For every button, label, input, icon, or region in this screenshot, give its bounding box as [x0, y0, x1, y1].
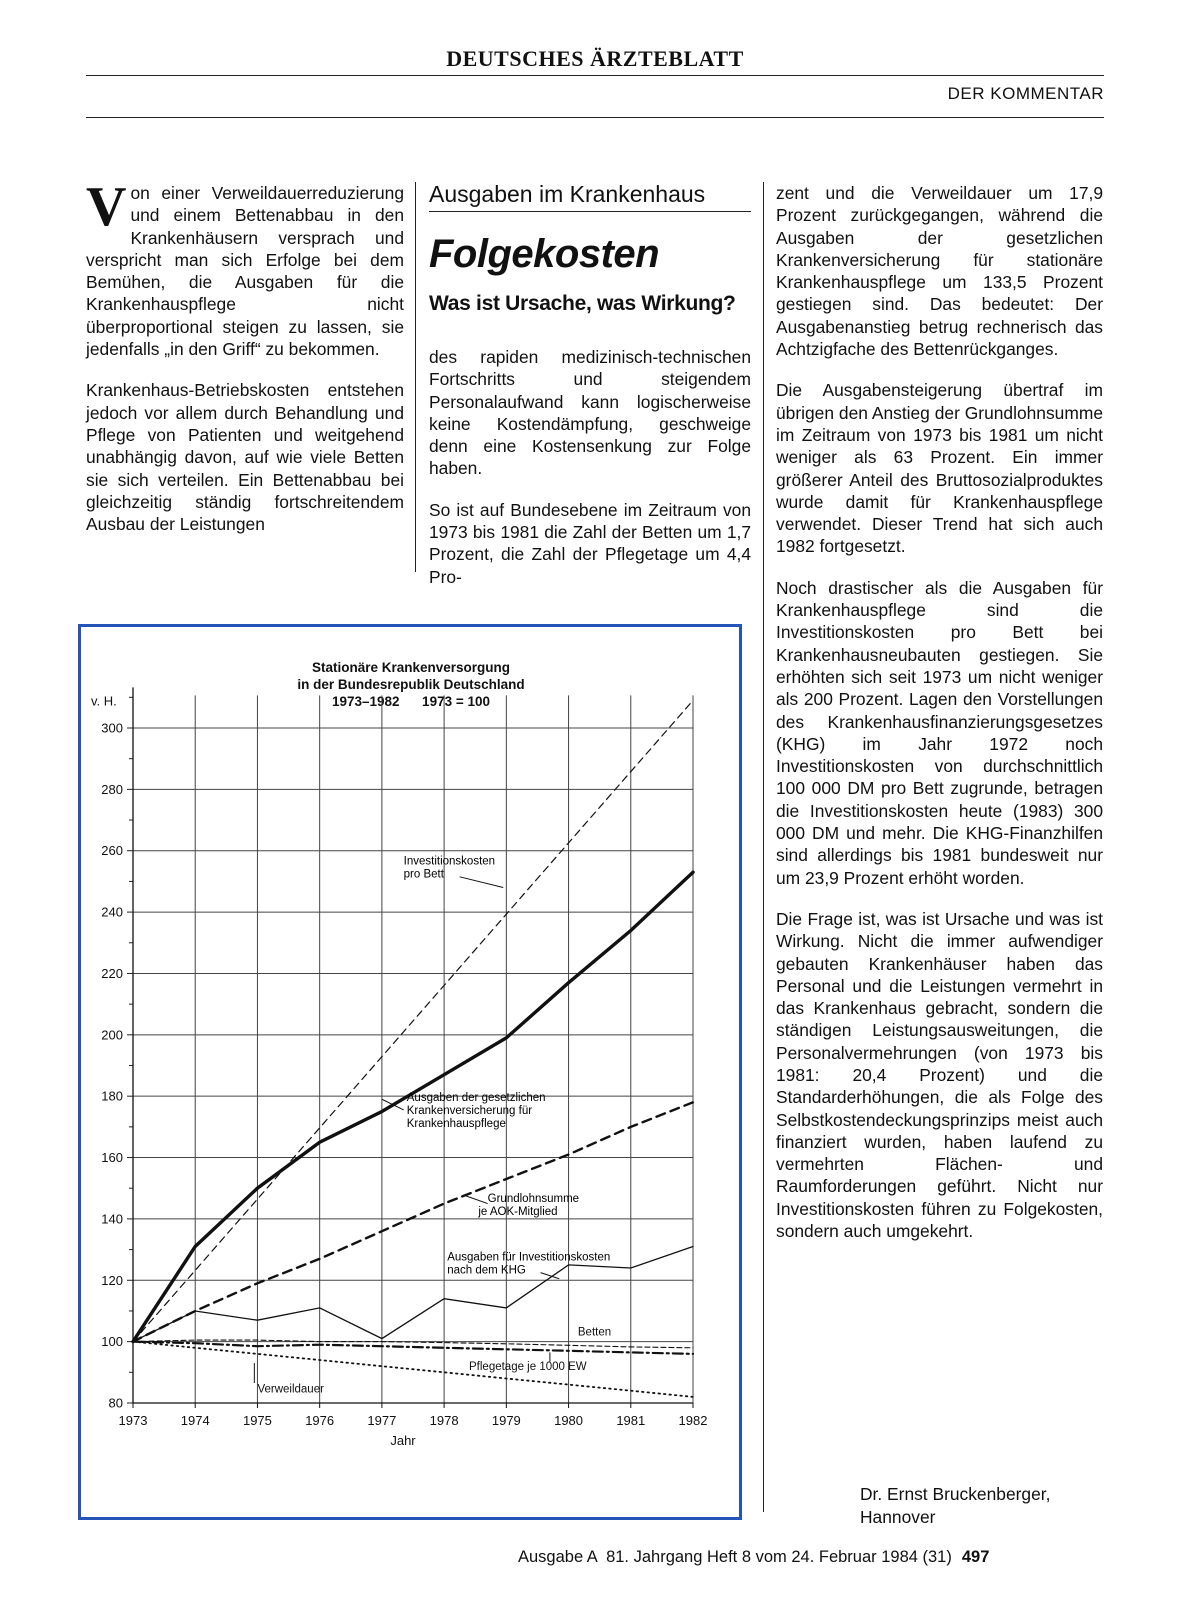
y-tick-label-260: 260 — [101, 843, 123, 859]
x-tick-label-1973: 1973 — [118, 1413, 148, 1428]
y-axis-label: v. H. — [91, 693, 117, 709]
masthead-rule — [86, 75, 1104, 76]
y-tick-label-300: 300 — [101, 720, 123, 736]
x-tick-label-1978: 1978 — [429, 1413, 459, 1428]
col2-paragraph-1: des rapiden medizinisch-technischen Fortschritts und steigendem Personalaufwand kann logischerweise keine Kostendämpfung, geschweige denn eine Kostensenkung zur Folge haben. — [429, 347, 751, 479]
author-city: Hannover — [860, 1507, 936, 1527]
footer — [518, 1548, 989, 1567]
x-tick-label-1980: 1980 — [554, 1413, 584, 1428]
column-divider-1 — [415, 182, 416, 572]
author — [860, 1483, 1050, 1529]
series-label-3: Grundlohnsumme je AOK-Mitglied — [478, 1193, 580, 1219]
series-label-3-leader — [466, 1196, 488, 1204]
section-rule — [86, 117, 1104, 118]
col1-paragraph-1 — [86, 176, 404, 360]
x-tick-label-1979: 1979 — [491, 1413, 521, 1428]
article-column-1 — [86, 176, 404, 554]
y-tick-label-160: 160 — [101, 1150, 123, 1166]
x-tick-label-1974: 1974 — [180, 1413, 210, 1428]
y-tick-label-200: 200 — [101, 1027, 123, 1043]
col3-paragraph-4: Die Frage ist, was ist Ursache und was ist Wirkung. Nicht die immer aufwendiger gebauten Krankenhäuser haben das Personal und die Leistungen vermehrt in das Krankenhaus gebracht, sondern die ständigen Leistungsausweitungen, die Personalvermehrungen (von 1973 bis 1981: 20,4 Prozent) und die Standarderhöhungen, die als Folge des Selbstkostendeckungsprinzips meist auch finanziert wurden, haben laufend zu vermehrten Flächen- und Raumforderungen geführt. Nicht nur Investitionskosten führen zu Folgekosten, sondern auch umgekehrt. — [776, 908, 1103, 1242]
series-label-1-leader — [460, 877, 504, 888]
kicker: Ausgaben im Krankenhaus — [429, 181, 706, 207]
series-label-6: Pflegetage je 1000 EW — [469, 1360, 587, 1373]
series-line-3 — [133, 1102, 693, 1341]
series-label-5: Betten — [577, 1326, 612, 1339]
line-chart — [81, 627, 739, 1517]
chart-title-line-1: Stationäre Krankenversorgung — [311, 660, 511, 675]
article-column-2 — [429, 346, 751, 607]
x-tick-label-1977: 1977 — [367, 1413, 397, 1428]
series-label-7: Verweildauer — [257, 1383, 324, 1396]
headline: Folgekosten — [429, 232, 660, 276]
x-tick-label-1981: 1981 — [616, 1413, 646, 1428]
series-label-2: Ausgaben der gesetzlichen Krankenversicherung für Krankenhauspflege — [406, 1091, 546, 1130]
col3-paragraph-2: Die Ausgabensteigerung übertraf im übrigen den Anstieg der Grundlohnsumme im Zeitraum von 1973 bis 1981 um nicht weniger als 63 Prozent. Ein immer größerer Anteil des Bruttosozialproduktes wurde damit für Krankenhauspflege verwendet. Dieser Trend hat sich auch 1982 fortgesetzt. — [776, 380, 1103, 557]
y-tick-label-280: 280 — [101, 781, 123, 797]
author-name: Dr. Ernst Bruckenberger, — [860, 1484, 1051, 1504]
col1-paragraph-1-text: on einer Verweildauerreduzierung und einem Bettenabbau in den Krankenhäusern versprach und verspricht man sich Erfolge bei dem Bemühen, die Ausgaben für die Krankenhauspflege nicht überproportional steigen zu lassen, sie jedenfalls „in den Griff“ zu bekommen. — [86, 183, 404, 360]
masthead: DEUTSCHES ÄRZTEBLATT — [446, 46, 744, 71]
series-label-1: Investitionskosten pro Bett — [403, 855, 496, 881]
series-line-1 — [133, 700, 693, 1341]
chart-title-line-3: 1973–1982 1973 = 100 — [331, 694, 491, 709]
chart-title-line-2: in der Bundesrepublik Deutschland — [297, 677, 525, 692]
article-column-3 — [776, 182, 1103, 1261]
page-number: 497 — [961, 1548, 990, 1566]
kicker-rule — [429, 211, 751, 212]
y-tick-label-100: 100 — [101, 1334, 123, 1350]
series-line-6 — [133, 1342, 693, 1354]
footer-issue: Ausgabe A 81. Jahrgang Heft 8 vom 24. Februar 1984 (31) — [518, 1548, 952, 1566]
x-tick-label-1975: 1975 — [242, 1413, 272, 1428]
y-tick-label-240: 240 — [101, 904, 123, 920]
y-tick-label-180: 180 — [101, 1088, 123, 1104]
dropcap: V — [86, 176, 127, 238]
col3-paragraph-3: Noch drastischer als die Ausgaben für Krankenhauspflege sind die Investitionskosten pro Bett bei Krankenhausneubauten gestiegen. Sie erhöhten sich seit 1973 um nicht weniger als 200 Prozent. Lagen den Vorstellungen des Krankenhausfinanzierungsgesetzes (KHG) im Jahr 1972 noch Investitionskosten von durchschnittlich 100 000 DM pro Bett zugrunde, betragen die Investitionskosten heute (1983) 300 000 DM und mehr. Die KHG-Finanzhilfen sind allerdings bis 1981 bundesweit nur um 23,9 Prozent erhöht worden. — [776, 577, 1103, 888]
subhead: Was ist Ursache, was Wirkung? — [429, 292, 736, 315]
col1-paragraph-2: Krankenhaus-Betriebskosten entstehen jedoch vor allem durch Behandlung und Pflege von Patienten und weitgehend unabhängig davon, auf wie viele Betten sie sich verteilen. Ein Bettenabbau bei gleichzeitig ständig fortschreitendem Ausbau der Leistungen — [86, 380, 404, 535]
section-label: DER KOMMENTAR — [947, 84, 1104, 103]
x-axis-label: Jahr — [390, 1433, 416, 1448]
y-tick-label-80: 80 — [108, 1395, 123, 1411]
x-tick-label-1976: 1976 — [305, 1413, 335, 1428]
col2-paragraph-2: So ist auf Bundesebene im Zeitraum von 1973 bis 1981 die Zahl der Betten um 1,7 Prozent, die Zahl der Pflegetage um 4,4 Pro- — [429, 499, 751, 587]
y-tick-label-220: 220 — [101, 965, 123, 981]
column-divider-2 — [763, 182, 764, 1512]
x-tick-label-1982: 1982 — [678, 1413, 708, 1428]
series-line-7 — [133, 1342, 693, 1397]
series-label-4: Ausgaben für Investitionskosten nach dem KHG — [447, 1251, 611, 1277]
y-tick-label-120: 120 — [101, 1272, 123, 1288]
y-tick-label-140: 140 — [101, 1211, 123, 1227]
chart-frame — [78, 624, 742, 1520]
col3-paragraph-1: zent und die Verweildauer um 17,9 Prozent zurückgegangen, während die Ausgaben der gesetzlichen Krankenversicherung für stationäre Krankenhauspflege um 133,5 Prozent gestiegen sind. Das bedeutet: Der Ausgabenanstieg betrug rechnerisch das Achtzigfache des Bettenrückganges. — [776, 183, 1103, 360]
